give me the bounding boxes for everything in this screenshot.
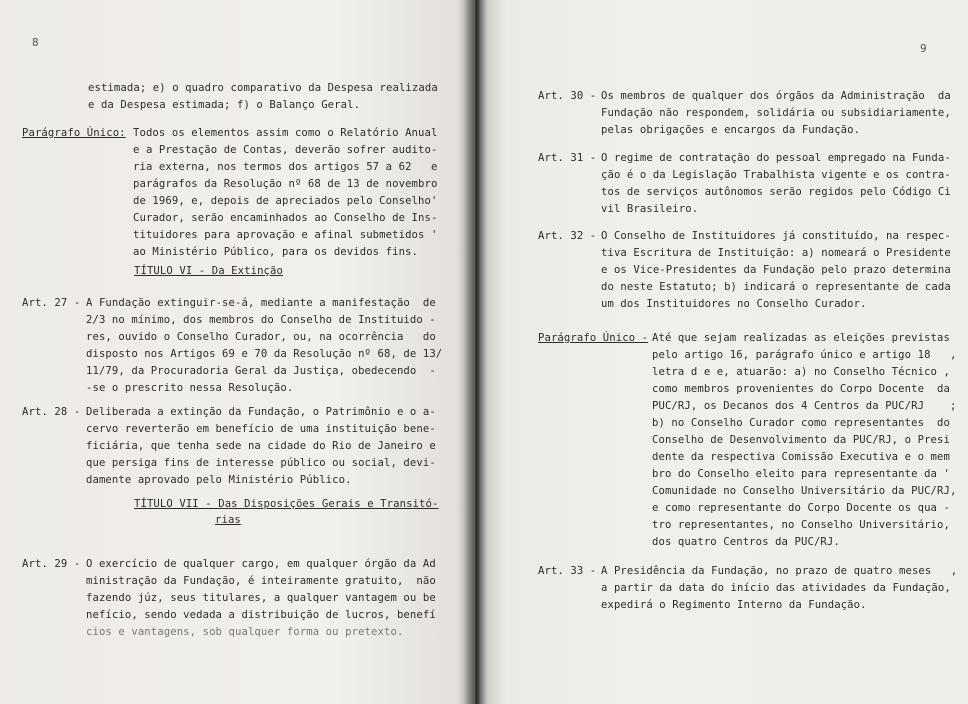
art30-line-3: pelas obrigações e encargos da Fundação. [601, 124, 861, 136]
art28-line-4: que persiga fins de interesse público ou social, devi- [86, 457, 436, 469]
art31-line-3: tos de serviços autônomos serão regidos pelo Código Ci [601, 186, 951, 198]
art33-line-1: A Presidência da Fundação, no prazo de quatro meses , [601, 565, 958, 577]
left-paragrafo-line-4: parágrafos da Resolução nº 68 de 13 de novembro [133, 178, 438, 190]
right-paragrafo-line-6: b) no Conselho Curador como representantes do [652, 417, 950, 429]
right-paragrafo-line-8: dente da respectiva Comissão Executiva e o mem [652, 451, 950, 463]
art29-line-3: fazendo júz, seus titulares, a qualquer vantagem ou be [86, 592, 436, 604]
art27-line-3: res, ouvido o Conselho Curador, ou, na ocorrência do [86, 331, 436, 343]
left-paragrafo-line-3: ria externa, nos termos dos artigos 57 a 62 e [133, 161, 438, 173]
title-vi: TÍTULO VI - Da Extinção [134, 265, 283, 277]
art31-label: Art. 31 - [538, 152, 597, 164]
art30-line-1: Os membros de qualquer dos órgãos da Administração da [601, 90, 951, 102]
art27-line-6: -se o prescrito nessa Resolução. [86, 382, 294, 394]
left-page-corner-mark: 8 [32, 36, 39, 49]
art31-line-2: ção é o da Legislação Trabalhista vigente e os contra- [601, 169, 951, 181]
right-paragrafo-line-11: e como representante do Corpo Docente os qua - [652, 502, 950, 514]
art33-label: Art. 33 - [538, 565, 597, 577]
title-vii-line-2: rias [215, 514, 241, 526]
right-paragrafo-line-12: tro representantes, no Conselho Universitário, [652, 519, 950, 531]
art29-line-4: nefício, sendo vedada a distribuição de lucros, benefí [86, 609, 436, 621]
right-paragrafo-line-2: pelo artigo 16, parágrafo único e artigo 18 , [652, 349, 957, 361]
right-paragrafo-line-10: Comunidade no Conselho Universitário da PUC/RJ, [652, 485, 957, 497]
left-paragrafo-line-2: e a Prestação de Contas, deverão sofrer audito- [133, 144, 438, 156]
right-page [476, 0, 968, 704]
art29-label: Art. 29 - [22, 558, 81, 570]
art27-line-5: 11/79, da Procuradoria Geral da Justiça, obedecendo - [86, 365, 436, 377]
intro-line-1: estimada; e) o quadro comparativo da Despesa realizada [88, 82, 438, 94]
art28-line-5: damente aprovado pelo Ministério Público. [86, 474, 352, 486]
art31-line-4: vil Brasileiro. [601, 203, 699, 215]
art32-line-5: um dos Instituidores no Conselho Curador. [601, 298, 867, 310]
art32-line-3: e os Vice-Presidentes da Fundação pelo prazo determina [601, 264, 951, 276]
left-paragrafo-line-1: Todos os elementos assim como o Relatório Anual [133, 127, 438, 139]
art29-line-1: O exercício de qualquer cargo, em qualquer órgão da Ad [86, 558, 436, 570]
left-paragrafo-line-8: ao Ministério Público, para os devidos fins. [133, 246, 419, 258]
art28-line-2: cervo reverterão em benefício de uma instituição bene- [86, 423, 436, 435]
right-paragrafo-line-5: PUC/RJ, os Decanos dos 4 Centros da PUC/RJ ; [652, 400, 957, 412]
right-paragrafo-line-7: Conselho de Desenvolvimento da PUC/RJ, o Presi [652, 434, 950, 446]
art32-line-4: do neste Estatuto; b) indicará o representante de cada [601, 281, 951, 293]
right-page-number: 9 [920, 42, 927, 55]
right-paragrafo-label: Parágrafo Único - [538, 332, 649, 344]
art29-line-5: cios e vantagens, sob qualquer forma ou pretexto. [86, 626, 404, 638]
book-gutter-shadow [464, 0, 488, 704]
art29-line-2: ministração da Fundação, é inteiramente gratuito, não [86, 575, 436, 587]
right-paragrafo-line-1: Até que sejam realizadas as eleições previstas [652, 332, 950, 344]
art30-line-2: Fundação não respondem, solidária ou subsidiariamente, [601, 107, 951, 119]
art27-line-2: 2/3 no mínimo, dos membros do Conselho de Instituido - [86, 314, 436, 326]
right-paragrafo-line-4: como membros provenientes do Corpo Docente da [652, 383, 950, 395]
art27-line-1: A Fundação extinguir-se-á, mediante a manifestação de [86, 297, 436, 309]
right-paragrafo-line-13: dos quatro Centros da PUC/RJ. [652, 536, 840, 548]
left-paragrafo-label: Parágrafo Único: [22, 127, 126, 139]
art30-label: Art. 30 - [538, 90, 597, 102]
left-page [0, 0, 476, 704]
right-paragrafo-line-9: bro do Conselho eleito para representante da ' [652, 468, 950, 480]
art33-line-2: a partir da data do início das atividades da Fundação, [601, 582, 951, 594]
art31-line-1: O regime de contratação do pessoal empregado na Funda- [601, 152, 951, 164]
left-paragrafo-line-7: tituidores para aprovação e afinal submetidos ' [133, 229, 438, 241]
left-paragrafo-line-6: Curador, serão encaminhados ao Conselho de Ins- [133, 212, 438, 224]
left-paragrafo-line-5: de 1969, e, depois de apreciados pelo Conselho' [133, 195, 438, 207]
art32-line-1: O Conselho de Instituidores já constituído, na respec- [601, 230, 951, 242]
art32-label: Art. 32 - [538, 230, 597, 242]
intro-line-2: e da Despesa estimada; f) o Balanço Geral. [88, 99, 361, 111]
art27-label: Art. 27 - [22, 297, 81, 309]
art28-line-1: Deliberada a extinção da Fundação, o Patrimônio e o a- [86, 406, 436, 418]
title-vii-line-1: TÍTULO VII - Das Disposições Gerais e Transitó- [134, 498, 439, 510]
art33-line-3: expedirá o Regimento Interno da Fundação. [601, 599, 867, 611]
art27-line-4: disposto nos Artigos 69 e 70 da Resolução nº 68, de 13/ [86, 348, 443, 360]
right-paragrafo-line-3: letra d e e, atuarão: a) no Conselho Técnico , [652, 366, 950, 378]
art28-line-3: ficiária, que tenha sede na cidade do Rio de Janeiro e [86, 440, 436, 452]
art32-line-2: tiva Escritura de Instituição: a) nomeará o Presidente [601, 247, 951, 259]
art28-label: Art. 28 - [22, 406, 81, 418]
